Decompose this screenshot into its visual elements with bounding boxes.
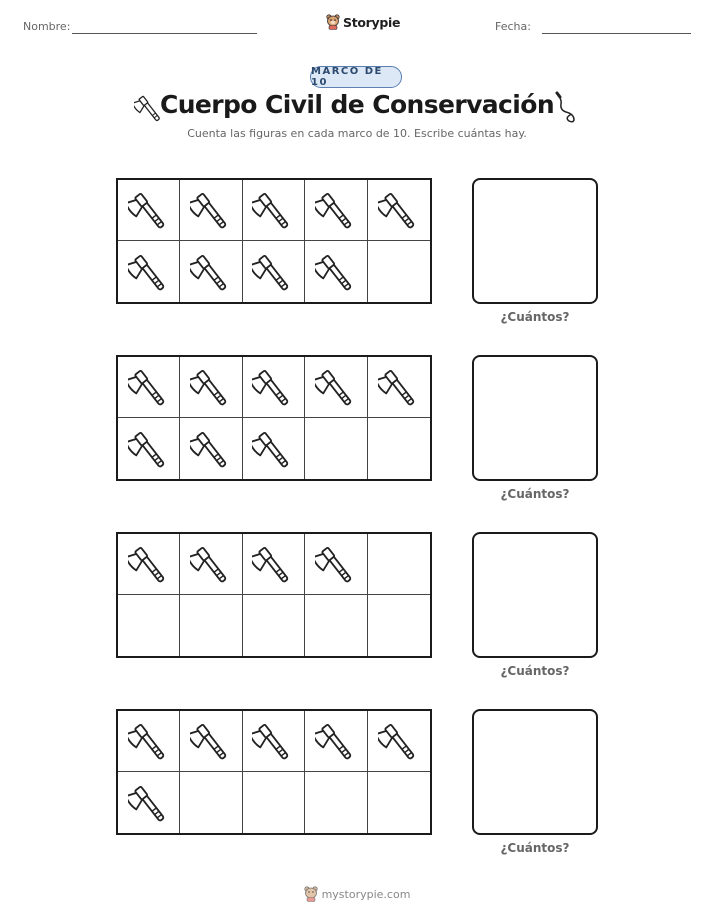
ten-frame-cell (180, 241, 242, 302)
ten-frame-cell (118, 180, 180, 241)
answer-box[interactable] (472, 532, 598, 658)
ten-frame-cell (305, 595, 367, 656)
ten-frame (116, 532, 432, 658)
ten-frame-cell (305, 711, 367, 772)
axe-icon (190, 364, 232, 410)
ten-frame-cell (368, 772, 430, 833)
ten-frame-cell (368, 711, 430, 772)
axe-icon (190, 249, 232, 295)
axe-icon (128, 364, 170, 410)
axe-icon (378, 718, 420, 764)
ten-frame-cell (368, 418, 430, 479)
name-field[interactable] (72, 33, 257, 34)
ten-frame-cell (118, 772, 180, 833)
footer-url: mystorypie.com (321, 887, 411, 901)
axe-icon (315, 718, 357, 764)
ten-frame (116, 355, 432, 481)
ten-frame-cell (243, 534, 305, 595)
ten-frame-cell (305, 241, 367, 302)
axe-icon (315, 541, 357, 587)
ten-frame-cell (243, 180, 305, 241)
axe-icon (128, 780, 170, 826)
axe-icon (128, 426, 170, 472)
axe-icon (252, 364, 294, 410)
answer-label: ¿Cuántos? (500, 841, 570, 855)
ten-frame-cell (368, 357, 430, 418)
answer-label: ¿Cuántos? (500, 664, 570, 678)
instructions: Cuenta las figuras en cada marco de 10. Escribe cuántas hay. (187, 127, 527, 140)
ten-frame-cell (243, 357, 305, 418)
axe-icon (190, 718, 232, 764)
axe-icon (315, 364, 357, 410)
ten-frame-cell (118, 534, 180, 595)
ten-frame-cell (305, 772, 367, 833)
ten-frame-cell (305, 418, 367, 479)
answer-box[interactable] (472, 709, 598, 835)
axe-icon (252, 249, 294, 295)
name-label: Nombre: (23, 20, 71, 33)
axe-icon (252, 718, 294, 764)
ten-frame-cell (243, 241, 305, 302)
ten-frame-cell (180, 418, 242, 479)
ten-frame-cell (180, 711, 242, 772)
ten-frame-cell (243, 772, 305, 833)
ten-frame-cell (305, 180, 367, 241)
ten-frame-cell (368, 595, 430, 656)
axe-icon (252, 426, 294, 472)
axe-icon (190, 426, 232, 472)
date-label: Fecha: (495, 20, 531, 33)
axe-icon (378, 364, 420, 410)
ten-frame-cell (368, 180, 430, 241)
answer-box[interactable] (472, 355, 598, 481)
answer-label: ¿Cuántos? (500, 310, 570, 324)
axe-icon (252, 541, 294, 587)
axe-icon (128, 187, 170, 233)
ten-frame-cell (118, 241, 180, 302)
axe-icon (128, 541, 170, 587)
rope-icon (552, 90, 582, 124)
ten-frame-cell (118, 418, 180, 479)
axe-icon (252, 187, 294, 233)
axe-icon (315, 187, 357, 233)
ten-frame (116, 709, 432, 835)
bear-logo-icon (304, 886, 318, 902)
answer-label: ¿Cuántos? (500, 487, 570, 501)
ten-frame-cell (180, 534, 242, 595)
ten-frame-cell (180, 357, 242, 418)
axe-icon (128, 249, 170, 295)
ten-frame-cell (180, 595, 242, 656)
ten-frame-cell (243, 711, 305, 772)
axe-icon (128, 718, 170, 764)
axe-icon (378, 187, 420, 233)
ten-frame-cell (368, 241, 430, 302)
bear-logo-icon (326, 14, 340, 30)
worksheet-type-badge: MARCO DE 10 (310, 66, 402, 88)
page-title: Cuerpo Civil de Conservación (159, 90, 555, 119)
answer-box[interactable] (472, 178, 598, 304)
ten-frame-cell (118, 357, 180, 418)
ten-frame-cell (180, 772, 242, 833)
ten-frame-cell (368, 534, 430, 595)
ten-frame-cell (243, 595, 305, 656)
ten-frame-cell (243, 418, 305, 479)
date-field[interactable] (542, 33, 691, 34)
brand-name: Storypie (343, 14, 401, 30)
ten-frame-cell (305, 357, 367, 418)
ten-frame-cell (305, 534, 367, 595)
axe-icon (190, 187, 232, 233)
ten-frame-cell (118, 595, 180, 656)
ten-frame (116, 178, 432, 304)
footer (0, 886, 714, 902)
ten-frame-cell (180, 180, 242, 241)
axe-icon (190, 541, 232, 587)
brand-logo (326, 14, 400, 30)
ten-frame-cell (118, 711, 180, 772)
axe-icon (315, 249, 357, 295)
